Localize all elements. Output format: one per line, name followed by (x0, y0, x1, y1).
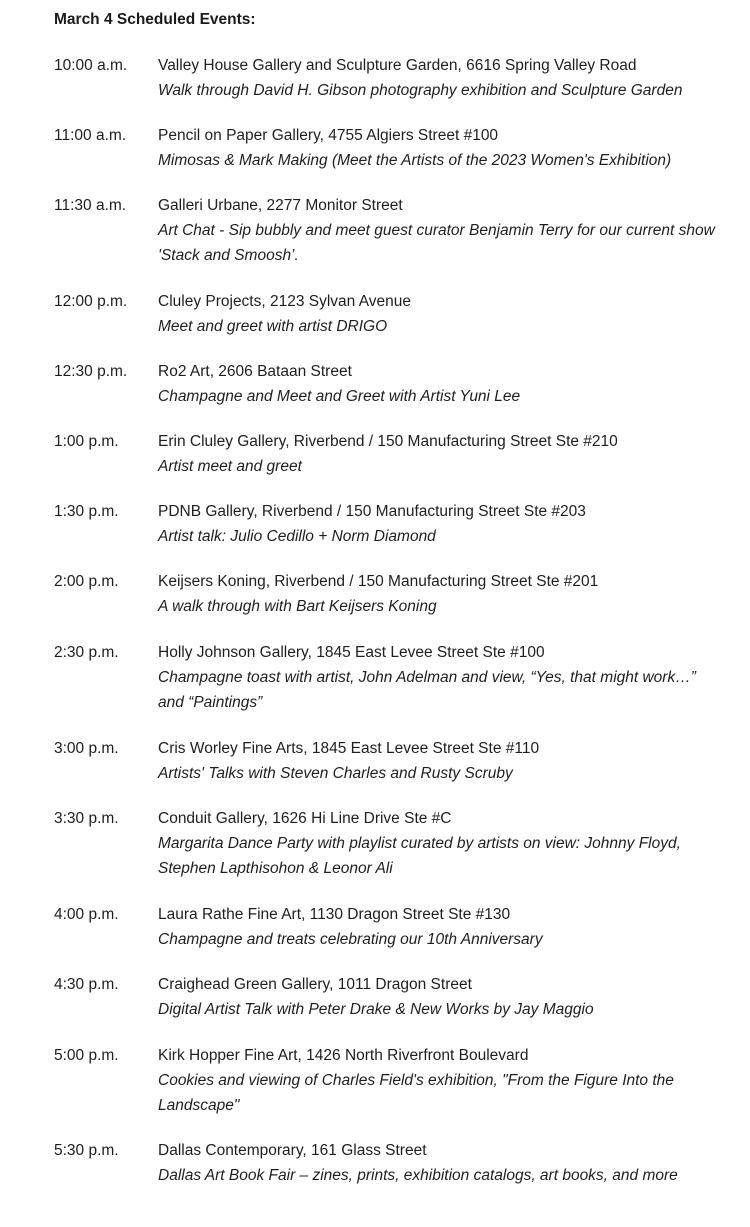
event-time: 2:30 p.m. (54, 644, 119, 661)
event-time: 1:30 p.m. (54, 503, 119, 520)
event-time: 12:30 p.m. (54, 363, 128, 380)
event-time: 3:30 p.m. (54, 810, 119, 827)
event-venue: Craighead Green Gallery, 1011 Dragon Street (158, 976, 472, 993)
event-description: Mimosas & Mark Making (Meet the Artists of the 2023 Women's Exhibition) (158, 152, 672, 169)
event-description: Champagne and treats celebrating our 10th Anniversary (158, 931, 543, 948)
event-description: Dallas Art Book Fair – zines, prints, exhibition catalogs, art books, and more (158, 1167, 678, 1184)
event-venue: Kirk Hopper Fine Art, 1426 North Riverfront Boulevard (158, 1047, 529, 1064)
event-venue: Cluley Projects, 2123 Sylvan Avenue (158, 293, 412, 310)
event-venue: Cris Worley Fine Arts, 1845 East Levee Street Ste #110 (158, 740, 540, 757)
event-venue: Pencil on Paper Gallery, 4755 Algiers Street #100 (158, 127, 499, 144)
event-description: Champagne toast with artist, John Adelman and view, “Yes, that might work…” and “Paintings” (158, 669, 696, 711)
event-details (158, 1138, 718, 1188)
event-description: Artist talk: Julio Cedillo + Norm Diamond (158, 528, 436, 545)
event-venue: Keijsers Koning, Riverbend / 150 Manufacturing Street Ste #201 (158, 573, 599, 590)
event-details (158, 499, 718, 549)
event-venue: Holly Johnson Gallery, 1845 East Levee Street Ste #100 (158, 644, 545, 661)
event-details (158, 640, 718, 715)
event-venue: Laura Rathe Fine Art, 1130 Dragon Street Ste #130 (158, 906, 511, 923)
event-details (158, 289, 718, 339)
event-details (158, 736, 718, 786)
event-details (158, 806, 718, 881)
event-details (158, 123, 718, 173)
event-details (158, 193, 718, 268)
event-details (158, 972, 718, 1022)
event-time: 5:30 p.m. (54, 1142, 119, 1159)
event-time: 2:00 p.m. (54, 573, 119, 590)
event-description: Artist meet and greet (158, 458, 302, 475)
event-details (158, 902, 718, 952)
event-venue: Valley House Gallery and Sculpture Garden, 6616 Spring Valley Road (158, 57, 637, 74)
event-description: Cookies and viewing of Charles Field's exhibition, "From the Figure Into the Landscape" (158, 1072, 674, 1114)
event-time: 12:00 p.m. (54, 293, 128, 310)
event-venue: Galleri Urbane, 2277 Monitor Street (158, 197, 403, 214)
event-time: 11:00 a.m. (54, 127, 127, 144)
event-details (158, 1043, 718, 1118)
event-time: 4:00 p.m. (54, 906, 119, 923)
event-description: Digital Artist Talk with Peter Drake & New Works by Jay Maggio (158, 1001, 594, 1018)
event-description: Artists' Talks with Steven Charles and Rusty Scruby (158, 765, 513, 782)
event-details (158, 569, 718, 619)
event-details (158, 429, 718, 479)
event-time: 10:00 a.m. (54, 57, 128, 74)
schedule-heading: March 4 Scheduled Events: (54, 11, 256, 28)
event-venue: Conduit Gallery, 1626 Hi Line Drive Ste #C (158, 810, 452, 827)
event-venue: Dallas Contemporary, 161 Glass Street (158, 1142, 427, 1159)
event-time: 5:00 p.m. (54, 1047, 119, 1064)
event-description: Margarita Dance Party with playlist curated by artists on view: Johnny Floyd, Stephen Lapthisohon & Leonor Ali (158, 835, 681, 877)
event-description: Meet and greet with artist DRIGO (158, 318, 388, 335)
event-details (158, 359, 718, 409)
event-time: 11:30 a.m. (54, 197, 127, 214)
event-time: 4:30 p.m. (54, 976, 119, 993)
event-venue: Ro2 Art, 2606 Bataan Street (158, 363, 352, 380)
event-description: Art Chat - Sip bubbly and meet guest curator Benjamin Terry for our current show 'Stack and Smoosh’. (158, 222, 715, 264)
event-time: 1:00 p.m. (54, 433, 119, 450)
event-venue: Erin Cluley Gallery, Riverbend / 150 Manufacturing Street Ste #210 (158, 433, 618, 450)
event-details (158, 53, 718, 103)
event-description: A walk through with Bart Keijsers Koning (158, 598, 437, 615)
event-venue: PDNB Gallery, Riverbend / 150 Manufacturing Street Ste #203 (158, 503, 586, 520)
event-description: Walk through David H. Gibson photography exhibition and Sculpture Garden (158, 82, 683, 99)
event-description: Champagne and Meet and Greet with Artist Yuni Lee (158, 388, 521, 405)
event-time: 3:00 p.m. (54, 740, 119, 757)
